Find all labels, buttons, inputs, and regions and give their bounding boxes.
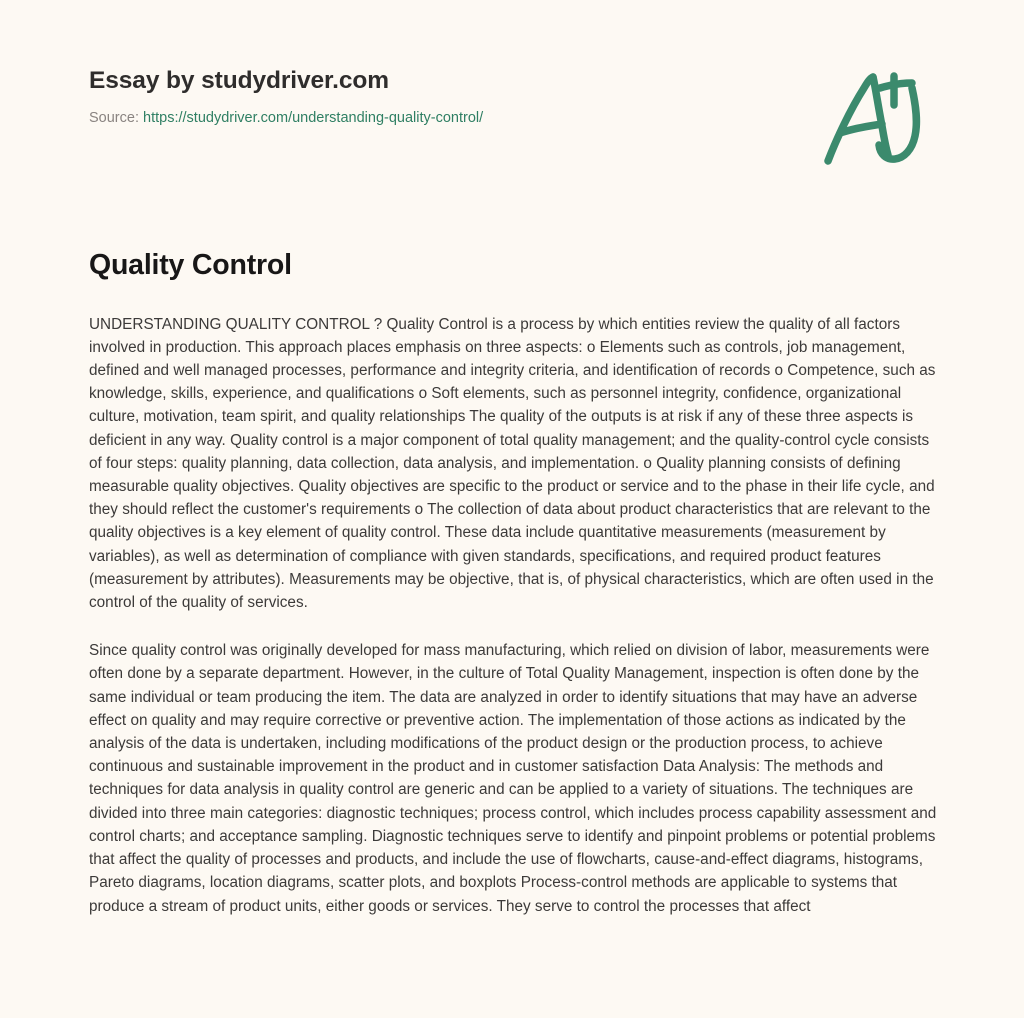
article-paragraph: UNDERSTANDING QUALITY CONTROL ? Quality Control is a process by which entities review the quality of all factors involved in production. This approach places emphasis on three aspects: o Elements such as controls, job management, defined and well managed processes, performance and integrity criteria, and identification of records o Competence, such as knowledge, skills, experience, and qualifications o Soft elements, such as personnel integrity, confidence, organizational culture, motivation, team spirit, and quality relationships The quality of the outputs is at risk if any of these three aspects is deficient in any way. Quality control is a major component of total quality management; and the quality-control cycle consists of four steps: quality planning, data collection, data analysis, and implementation. o Quality planning consists of defining measurable quality objectives. Quality objectives are specific to the product or service and to the phase in their life cycle, and they should reflect the customer's requirements o The collection of data about product characteristics that are relevant to the quality objectives is a key element of quality control. These data include quantitative measurements (measurement by variables), as well as determination of compliance with given standards, specifications, and required product features (measurement by attributes). Measurements may be objective, that is, of physical characteristics, which are often used in the control of the quality of services. [89,315,936,612]
a-plus-logo-icon [812,60,940,172]
page-title: Quality Control [89,249,292,281]
source-line [89,109,729,129]
source-label: Source: [89,110,139,127]
brand-title: Essay by studydriver.com [89,67,389,94]
source-link[interactable]: https://studydriver.com/understanding-quality-control/ [143,110,484,127]
article [89,248,937,918]
page-header [0,0,1024,200]
brand-block [89,66,729,129]
article-paragraph: Since quality control was originally developed for mass manufacturing, which relied on division of labor, measurements were often done by a separate department. However, in the culture of Total Quality Management, inspection is often done by the same individual or team producing the item. The data are analyzed in order to identify situations that may have an adverse effect on quality and may require corrective or preventive action. The implementation of those actions as indicated by the analysis of the data is undertaken, including modifications of the product design or the production process, to achieve continuous and sustainable improvement in the product and in customer satisfaction Data Analysis: The methods and techniques for data analysis in quality control are generic and can be applied to a variety of situations. The techniques are divided into three main categories: diagnostic techniques; process control, which includes process capability assessment and control charts; and acceptance sampling. Diagnostic techniques serve to identify and pinpoint problems or potential problems that affect the quality of processes and products, and include the use of flowcharts, cause-and-effect diagrams, histograms, Pareto diagrams, location diagrams, scatter plots, and boxplots Process-control methods are applicable to systems that produce a stream of product units, either goods or services. They serve to control the processes that affect [89,642,937,915]
article-body [89,313,937,918]
